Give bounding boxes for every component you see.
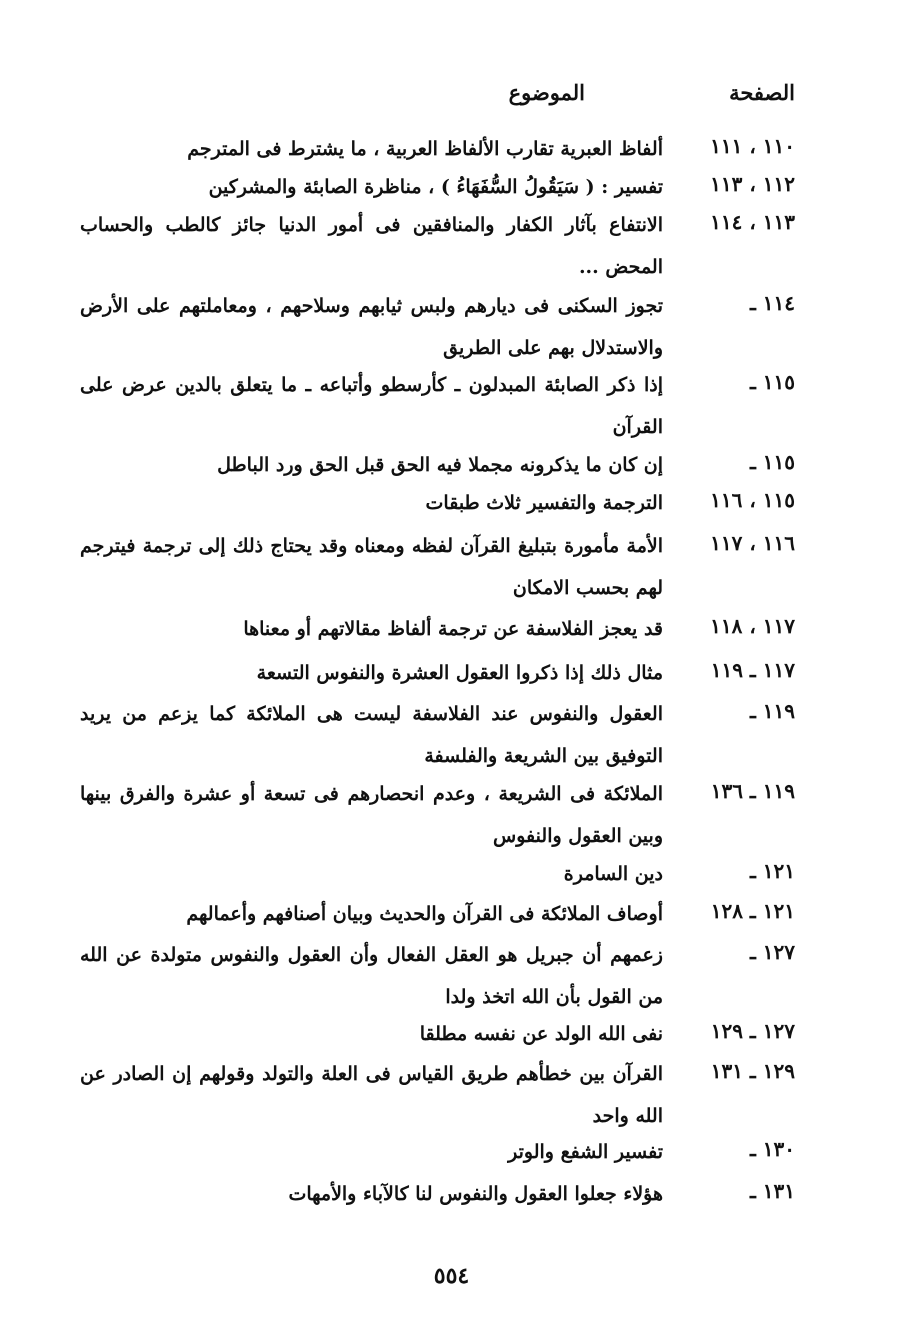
entry-text: الأمة مأمورة بتبليغ القرآن لفظه ومعناه وقد يحتاج ذلك إلى ترجمة فيترجم لهم بحسب الامكان xyxy=(80,535,663,599)
entry-text: القرآن بين خطأهم طريق القياس فى العلة والتولد وقولهم إن الصادر عن الله واحد xyxy=(80,1063,663,1127)
entry-pages: ١٢٧ ـ xyxy=(749,940,795,964)
entry-text: الترجمة والتفسير ثلاث طبقات xyxy=(425,492,663,514)
entry-pages: ١١٠ ، ١١١ xyxy=(710,134,795,158)
entry-pages: ١١٩ ـ xyxy=(749,699,795,723)
entry-pages: ١٣١ ـ xyxy=(749,1179,795,1203)
entry-text: دين السامرة xyxy=(563,863,663,885)
topic-column-header: الموضوع xyxy=(508,80,585,105)
entry-text: الملائكة فى الشريعة ، وعدم انحصارهم فى تسعة أو عشرة والفرق بينها وبين العقول والنفوس xyxy=(80,783,663,847)
entry-pages: ١٢١ ـ xyxy=(749,859,795,883)
entry-text: نفى الله الولد عن نفسه مطلقا xyxy=(419,1023,663,1045)
entry-text: إن كان ما يذكرونه مجملا فيه الحق قبل الحق ورد الباطل xyxy=(217,454,663,476)
entry-text: تفسير الشفع والوتر xyxy=(508,1141,663,1163)
entry-text: العقول والنفوس عند الفلاسفة ليست هى الملائكة كما يزعم من يريد التوفيق بين الشريعة والفلسفة xyxy=(80,703,663,767)
entry-text: الانتفاع بآثار الكفار والمنافقين فى أمور الدنيا جائز كالطب والحساب المحض ... xyxy=(80,214,663,278)
entry-pages: ١٢٩ ـ ١٣١ xyxy=(710,1059,795,1083)
entry-text: ألفاظ العبرية تقارب الألفاظ العربية ، ما يشترط فى المترجم xyxy=(187,138,663,160)
entry-pages: ١١٥ ـ xyxy=(749,370,795,394)
entry-pages: ١١٢ ، ١١٣ xyxy=(710,172,795,196)
entry-pages: ١١٩ ـ ١٣٦ xyxy=(710,779,795,803)
entry-pages: ١١٦ ، ١١٧ xyxy=(710,531,795,555)
entry-pages: ١١٥ ـ xyxy=(749,450,795,474)
entry-pages: ١٣٠ ـ xyxy=(749,1137,795,1161)
entry-pages: ١١٧ ، ١١٨ xyxy=(710,614,795,638)
entry-pages: ١١٥ ، ١١٦ xyxy=(710,488,795,512)
entry-pages: ١١٧ ـ ١١٩ xyxy=(710,658,795,682)
entry-text: أوصاف الملائكة فى القرآن والحديث وبيان أصنافهم وأعمالهم xyxy=(186,903,663,925)
entry-text: قد يعجز الفلاسفة عن ترجمة ألفاظ مقالاتهم أو معناها xyxy=(243,618,663,640)
entry-text: هؤلاء جعلوا العقول والنفوس لنا كالآباء والأمهات xyxy=(288,1183,663,1205)
page-number: ٥٥٤ xyxy=(433,1263,470,1289)
entry-text: إذا ذكر الصابئة المبدلون ـ كأرسطو وأتباعه ـ ما يتعلق بالدين عرض على القرآن xyxy=(80,374,663,438)
page-column-header: الصفحة xyxy=(729,80,795,105)
entry-pages: ١١٤ ـ xyxy=(749,291,795,315)
entry-text: تجوز السكنى فى ديارهم ولبس ثيابهم وسلاحهم ، ومعاملتهم على الأرض والاستدلال بهم على الطريق xyxy=(80,295,663,359)
entry-pages: ١٢٧ ـ ١٢٩ xyxy=(710,1019,795,1043)
entry-text: مثال ذلك إذا ذكروا العقول العشرة والنفوس التسعة xyxy=(256,662,663,684)
entry-text: تفسير : ( سَيَقُولُ السُّفَهَاءُ ) ، مناظرة الصابئة والمشركين xyxy=(208,176,663,198)
entry-pages: ١١٣ ، ١١٤ xyxy=(710,210,795,234)
entry-text: زعمهم أن جبريل هو العقل الفعال وأن العقول والنفوس متولدة عن الله من القول بأن الله اتخذ ولدا xyxy=(80,944,663,1008)
entry-pages: ١٢١ ـ ١٢٨ xyxy=(710,899,795,923)
